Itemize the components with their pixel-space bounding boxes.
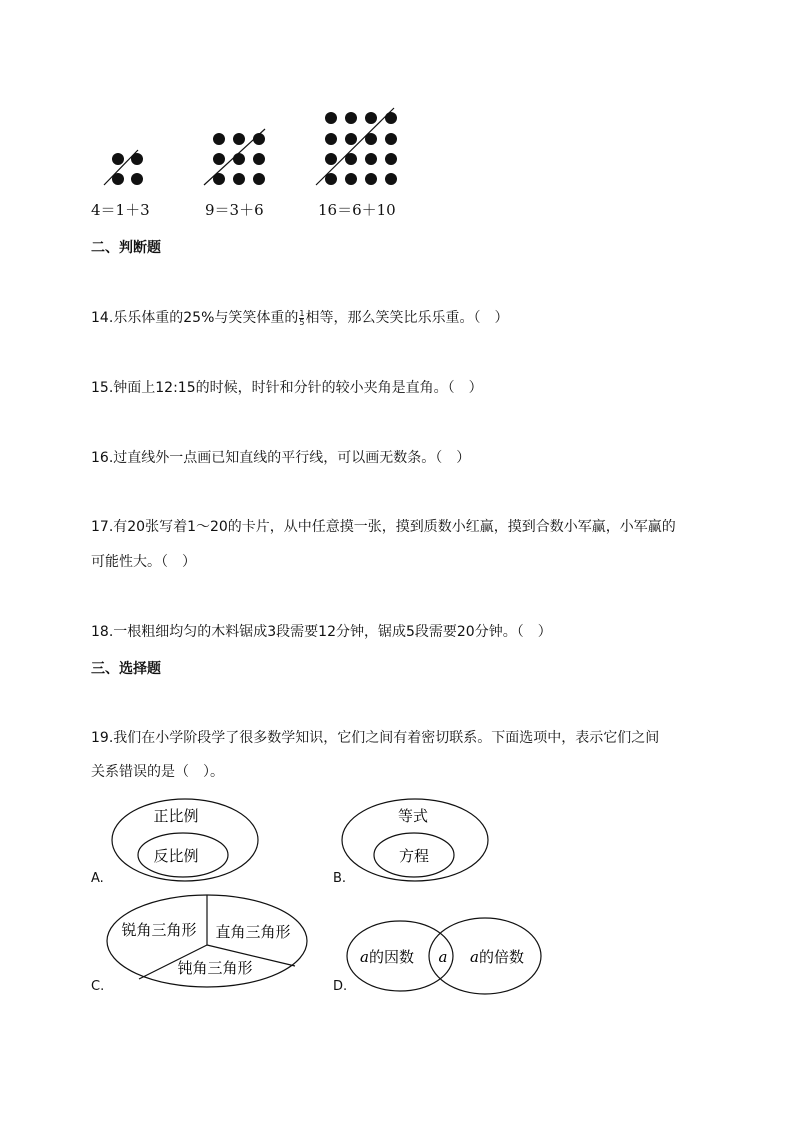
question-17-line-1: 17.有20张写着1～20的卡片，从中任意摸一张，摸到质数小红赢，摸到合数小军赢，小军赢的 — [91, 519, 676, 535]
question-18: 18.一根粗细均匀的木料锯成3段需要12分钟，锯成5段需要20分钟。（ ） — [91, 624, 552, 640]
fraction-one-fifth — [299, 310, 304, 327]
option-a-label[interactable]: A. — [91, 871, 104, 886]
option-d-left-label: a的因数 — [360, 948, 414, 966]
option-c-label[interactable]: C. — [91, 979, 105, 994]
option-c-acute-label: 锐角三角形 — [121, 921, 197, 939]
question-16: 16.过直线外一点画已知直线的平行线，可以画无数条。（ ） — [91, 450, 471, 466]
option-b-label[interactable]: B. — [333, 871, 347, 886]
equation-9: 9＝3＋6 — [205, 201, 264, 219]
option-a-inner-label: 反比例 — [153, 847, 199, 865]
option-c-diagram[interactable] — [105, 893, 315, 993]
question-19-line-2: 关系错误的是（ ）。 — [91, 764, 224, 780]
fraction-denominator: 5 — [299, 317, 305, 327]
option-a-diagram[interactable] — [105, 797, 265, 889]
equation-16: 16＝6＋10 — [318, 201, 396, 219]
option-b-inner-label: 方程 — [398, 847, 430, 865]
option-d-diagram[interactable] — [345, 916, 545, 998]
dot-grid-3x3 — [204, 129, 265, 185]
question-14-text-before: 14.乐乐体重的25%与笑笑体重的 — [91, 310, 299, 326]
question-14 — [91, 308, 508, 328]
dot-grid-2x2 — [104, 150, 143, 185]
question-19-line-1: 19.我们在小学阶段学了很多数学知识，它们之间有着密切联系。下面选项中，表示它们之间 — [91, 730, 660, 746]
question-14-text-after: 相等，那么笑笑比乐乐重。（ ） — [305, 310, 509, 326]
question-15: 15.钟面上12:15的时候，时针和分针的较小夹角是直角。（ ） — [91, 380, 483, 396]
option-d-label[interactable]: D. — [333, 979, 348, 994]
option-d-right-label: a的倍数 — [470, 948, 524, 966]
section-heading-choice: 三、选择题 — [91, 661, 161, 677]
section-heading-judgement: 二、判断题 — [91, 240, 161, 256]
dot-pattern-figures — [0, 100, 794, 200]
option-b-diagram[interactable] — [341, 797, 501, 889]
question-17-line-2: 可能性大。（ ） — [91, 554, 196, 570]
option-c-right-label: 直角三角形 — [215, 923, 291, 941]
option-a-outer-label: 正比例 — [153, 807, 199, 825]
option-c-obtuse-label: 钝角三角形 — [177, 959, 253, 977]
equation-4: 4＝1＋3 — [91, 201, 150, 219]
option-b-outer-label: 等式 — [397, 807, 429, 825]
dot-grid-4x4 — [316, 108, 397, 185]
fraction-numerator: 1 — [299, 308, 305, 318]
option-d-center-label: a — [438, 948, 448, 966]
